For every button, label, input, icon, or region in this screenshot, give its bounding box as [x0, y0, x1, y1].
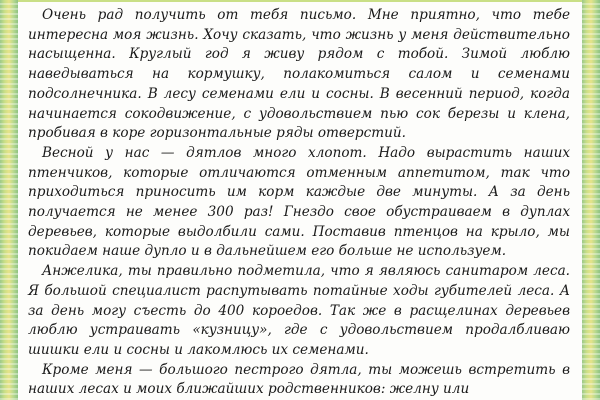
letter-paragraph-4: Кроме меня — большого пестрого дятла, ты можешь встретить в наших лесах и моих ближайших родственников: желну или	[28, 361, 570, 398]
letter-body	[28, 6, 570, 400]
letter-paragraph-3: Анжелика, ты правильно подметила, что я являюсь санитаром леса. Я большой специалист распутывать потайные ходы губителей леса. А за день могу съесть до 400 короедов. Так же в расщелинах деревьев люблю устраивать «кузницу», где с удовольствием продалбливаю шишки ели и сосны и лакомлюсь их семенами.	[28, 263, 570, 358]
top-decorative-line	[18, 0, 582, 2]
left-decorative-border	[0, 0, 18, 400]
letter-paragraph-2: Весной у нас — дятлов много хлопот. Надо вырастить наших птенчиков, которые отличаются отменным аппетитом, так что приходиться приносить им корм каждые две минуты. А за день получается не менее 300 раз! Гнездо свое обустраиваем в дуплах деревьев, которые выдолбили сами. Поставив птенцов на крыло, мы покидаем наше дупло и в дальнейшем его больше не используем.	[28, 144, 570, 260]
letter-paragraph-1: Очень рад получить от тебя письмо. Мне приятно, что тебе интересна моя жизнь. Хочу сказать, что жизнь у меня действительно насыщенна. Круглый год я живу рядом с тобой. Зимой люблю наведываться на кормушку, полакомиться салом и семенами подсолнечника. В лесу семенами ели и сосны. В весенний период, когда начинается сокодвижение, с удовольствием пью сок березы и клена, пробивая в коре горизонтальные ряды отверстий.	[28, 7, 570, 142]
right-decorative-border	[582, 0, 600, 400]
